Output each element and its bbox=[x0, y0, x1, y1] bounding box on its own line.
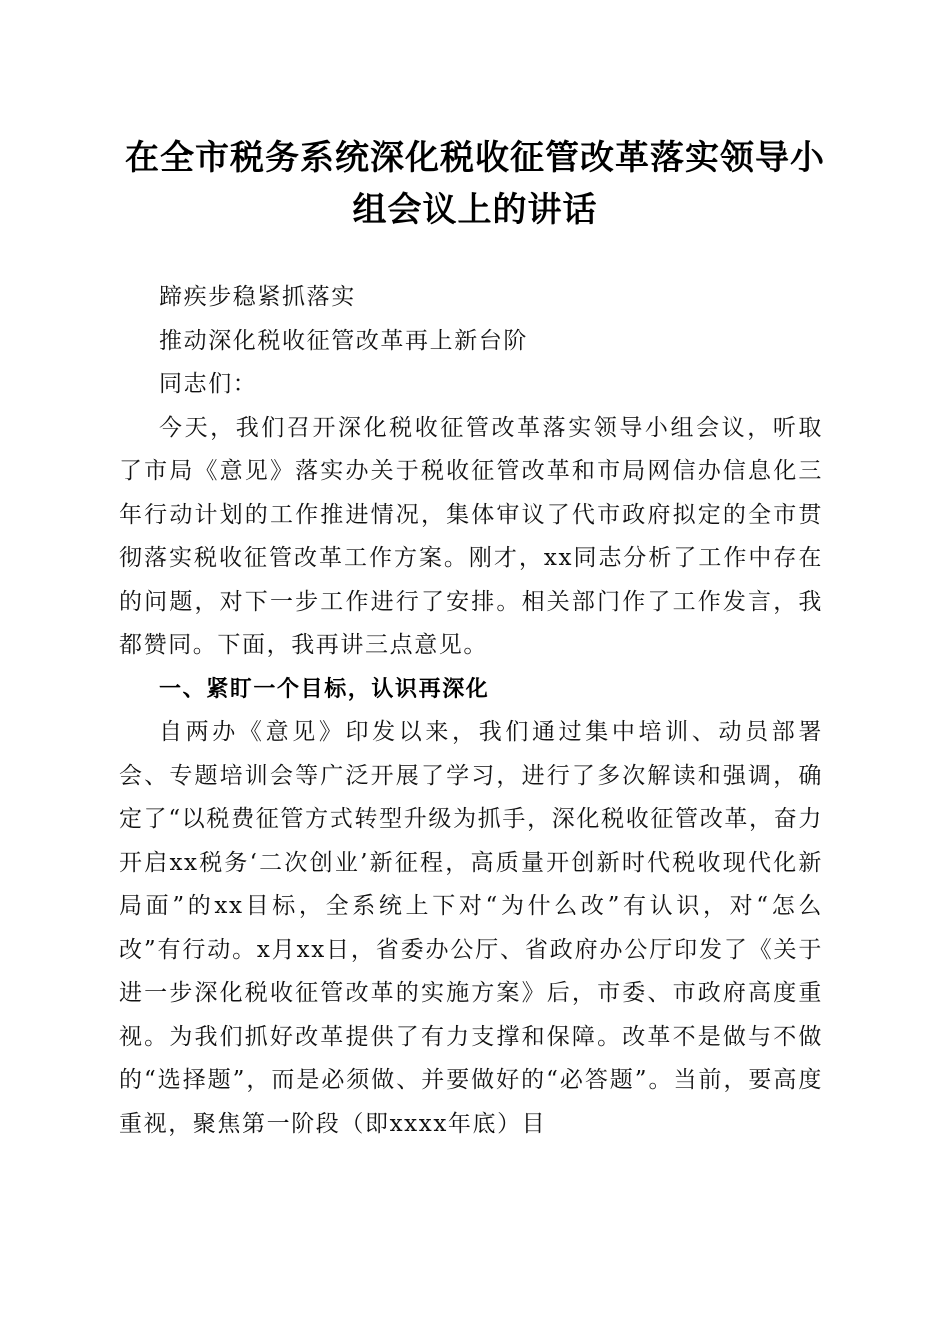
salutation: 同志们： bbox=[159, 371, 258, 397]
section-heading-1: 一、紧盯一个目标，认识再深化 bbox=[159, 676, 490, 702]
subtitle-line-2: 推动深化税收征管改革再上新台阶 bbox=[159, 327, 528, 354]
section-1-paragraph: 自两办《意见》印发以来，我们通过集中培训、动员部署会、专题培训会等广泛开展了学习，进行了多次解读和强调，确定了“以税费征管方式转型升级为抓手，深化税收征管改革，奋力开启xx税务‘二次创业’新征程，高质量开创新时代税收现代化新局面”的xx目标，全系统上下对“为什么改”有认识，对“怎么改”有行动。x月xx日，省委办公厅、省政府办公厅印发了《关于进一步深化税收征管改革的实施方案》后，市委、市政府高度重视。为我们抓好改革提供了有力支撑和保障。改革不是做与不做的“选择题”，而是必须做、并要做好的“必答题”。当前，要高度重视，聚焦第一阶段（即xxxx年底）目 bbox=[119, 719, 823, 1137]
document-title: 在全市税务系统深化税收征管改革落实领导小组会议上的讲话 bbox=[125, 138, 825, 230]
opening-paragraph: 今天，我们召开深化税收征管改革落实领导小组会议，听取了市局《意见》落实办关于税收征管改革和市局网信办信息化三年行动计划的工作推进情况，集体审议了代市政府拟定的全市贯彻落实税收征管改革工作方案。刚才，xx同志分析了工作中存在的问题，对下一步工作进行了安排。相关部门作了工作发言，我都赞同。下面，我再讲三点意见。 bbox=[119, 414, 823, 658]
subtitle-line-1: 蹄疾步稳紧抓落实 bbox=[159, 284, 356, 310]
document-body bbox=[119, 276, 823, 1146]
